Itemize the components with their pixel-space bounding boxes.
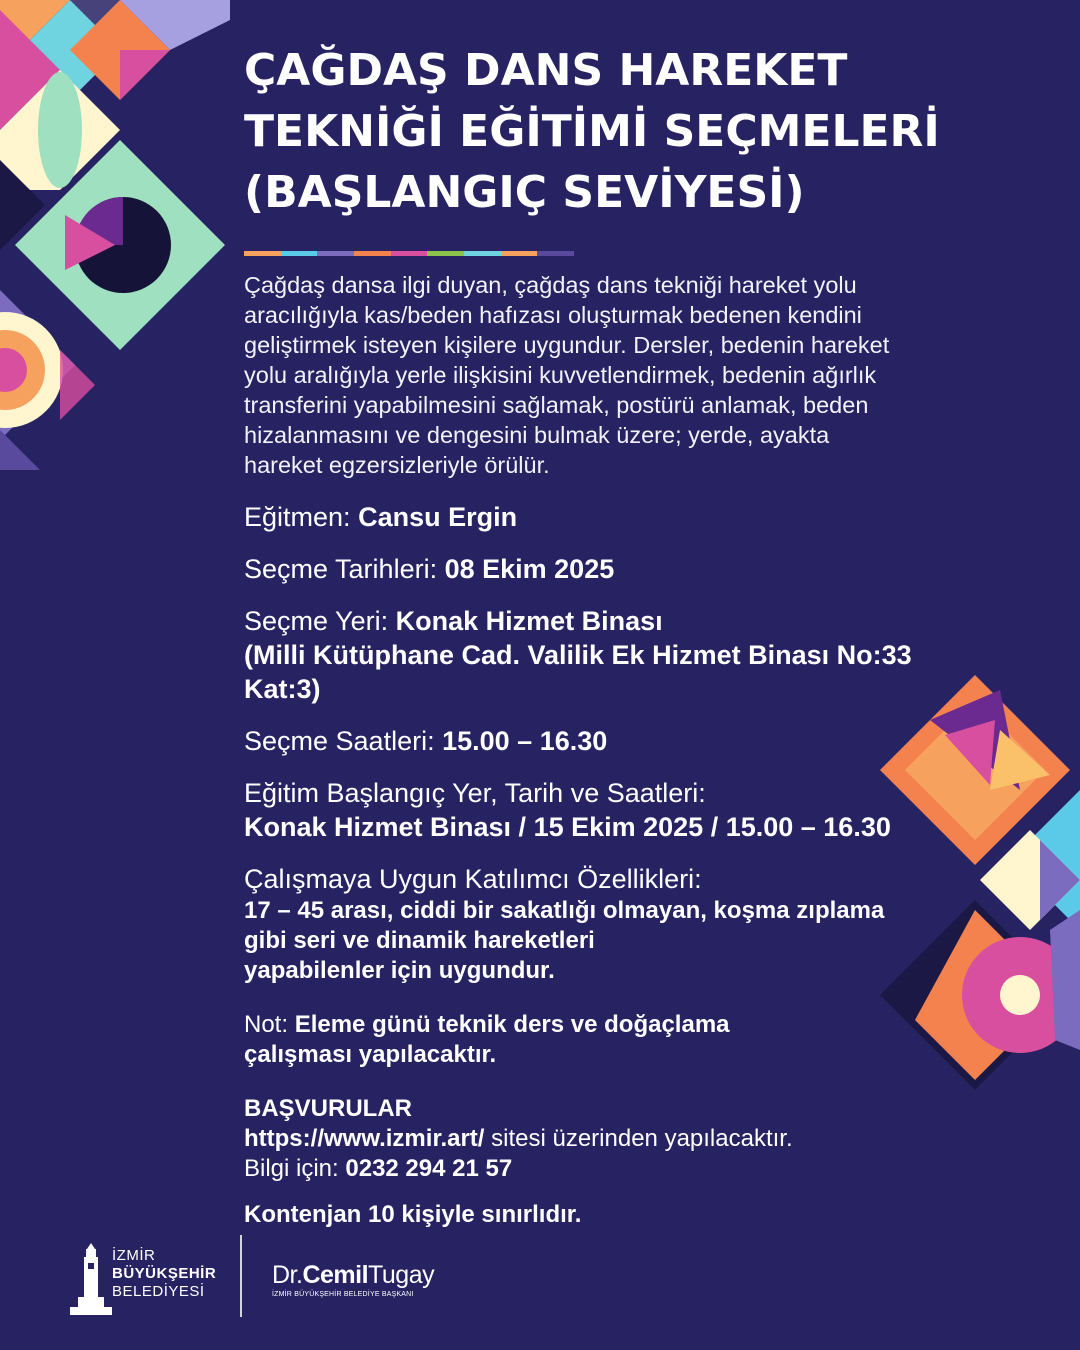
instructor-label: Eğitmen:	[244, 502, 351, 532]
stripe-segment	[501, 251, 538, 256]
training-start-value: Konak Hizmet Binası / 15 Ekim 2025 / 15.00 – 16.30	[244, 812, 891, 842]
stripe-segment	[464, 251, 501, 256]
intro-line: hareket egzersizleriyle örülür.	[244, 452, 550, 478]
color-stripe-divider	[244, 251, 574, 256]
logo-line-2: BÜYÜKŞEHİR	[112, 1265, 217, 1282]
mayor-title: İZMİR BÜYÜKŞEHİR BELEDİYE BAŞKANI	[272, 1291, 414, 1298]
mayor-name: Cemil	[302, 1261, 369, 1289]
mayor-prefix: Dr.	[272, 1261, 303, 1289]
logo-line-1: İZMİR	[112, 1247, 156, 1264]
municipality-logo-text	[112, 1247, 216, 1301]
participant-row	[244, 862, 1004, 986]
applications-block	[244, 1094, 1004, 1184]
page-title	[244, 40, 1004, 223]
participant-line: yapabilenler için uygundur.	[244, 957, 555, 984]
mayor-surname: Tugay	[368, 1261, 435, 1289]
intro-line: transferini yapabilmesini sağlamak, postürü anlamak, beden	[244, 392, 869, 418]
info-phone: 0232 294 21 57	[345, 1155, 513, 1182]
stripe-segment	[537, 251, 574, 256]
logo-line-3: BELEDİYESİ	[112, 1283, 205, 1300]
stripe-segment	[281, 251, 318, 256]
stripe-segment	[317, 251, 354, 256]
footer-logos	[60, 1235, 480, 1325]
intro-line: aracılığıyla kas/beden hafızası oluşturmak bedenen kendini	[244, 302, 862, 328]
title-line-3: (BAŞLANGIÇ SEVİYESİ)	[244, 167, 805, 218]
logo-divider	[240, 1235, 242, 1317]
participant-line: gibi seri ve dinamik hareketleri	[244, 927, 595, 954]
intro-paragraph	[244, 270, 1004, 480]
info-label: Bilgi için:	[244, 1155, 339, 1182]
intro-line: Çağdaş dansa ilgi duyan, çağdaş dans tekniği hareket yolu	[244, 272, 857, 298]
selection-hours-label: Seçme Saatleri:	[244, 726, 435, 756]
instructor-name: Cansu Ergin	[358, 502, 518, 532]
participant-label: Çalışmaya Uygun Katılımcı Özellikleri:	[244, 864, 702, 894]
selection-place-value: Konak Hizmet Binası	[395, 606, 663, 636]
applications-url-suffix: sitesi üzerinden yapılacaktır.	[491, 1125, 793, 1152]
applications-url-link[interactable]: https://www.izmir.art/	[244, 1125, 485, 1152]
selection-date-row	[244, 552, 1004, 586]
training-start-row	[244, 776, 1004, 844]
applications-heading: BAŞVURULAR	[244, 1095, 412, 1122]
selection-place-address-2: Kat:3)	[244, 674, 321, 704]
top-left-pattern	[0, 0, 230, 470]
selection-place-label: Seçme Yeri:	[244, 606, 389, 636]
selection-place-row	[244, 604, 1004, 706]
note-line-2: çalışması yapılacaktır.	[244, 1041, 497, 1068]
clock-tower-logo-icon	[66, 1243, 116, 1323]
intro-line: yolu aralığıyla yerle ilişkisini kuvvetlendirmek, bedenin ağırlık	[244, 362, 877, 388]
instructor-row	[244, 500, 1004, 534]
selection-hours-row	[244, 724, 1004, 758]
title-line-1: ÇAĞDAŞ DANS HAREKET	[244, 45, 848, 96]
intro-line: hizalanmasını ve dengesini bulmak üzere; yerde, ayakta	[244, 422, 830, 448]
stripe-segment	[391, 251, 428, 256]
intro-line: geliştirmek isteyen kişilere uygundur. Dersler, bedenin hareket	[244, 332, 890, 358]
selection-place-address-1: (Milli Kütüphane Cad. Valilik Ek Hizmet Binası No:33	[244, 640, 912, 670]
quota-text: Kontenjan 10 kişiyle sınırlıdır.	[244, 1201, 582, 1228]
stripe-segment	[427, 251, 464, 256]
title-line-2: TEKNİĞİ EĞİTİMİ SEÇMELERİ	[244, 106, 940, 157]
note-line-1: Eleme günü teknik ders ve doğaçlama	[294, 1011, 730, 1038]
training-start-label: Eğitim Başlangıç Yer, Tarih ve Saatleri:	[244, 778, 706, 808]
selection-date-value: 08 Ekim 2025	[444, 554, 615, 584]
mayor-signature-logo	[272, 1261, 434, 1298]
stripe-segment	[244, 251, 281, 256]
participant-line: 17 – 45 arası, ciddi bir sakatlığı olmayan, koşma zıplama	[244, 897, 885, 924]
note-label: Not:	[244, 1011, 289, 1038]
main-content	[244, 40, 1004, 1230]
selection-hours-value: 15.00 – 16.30	[442, 726, 608, 756]
note-block	[244, 1010, 1004, 1070]
stripe-segment	[354, 251, 391, 256]
selection-date-label: Seçme Tarihleri:	[244, 554, 438, 584]
